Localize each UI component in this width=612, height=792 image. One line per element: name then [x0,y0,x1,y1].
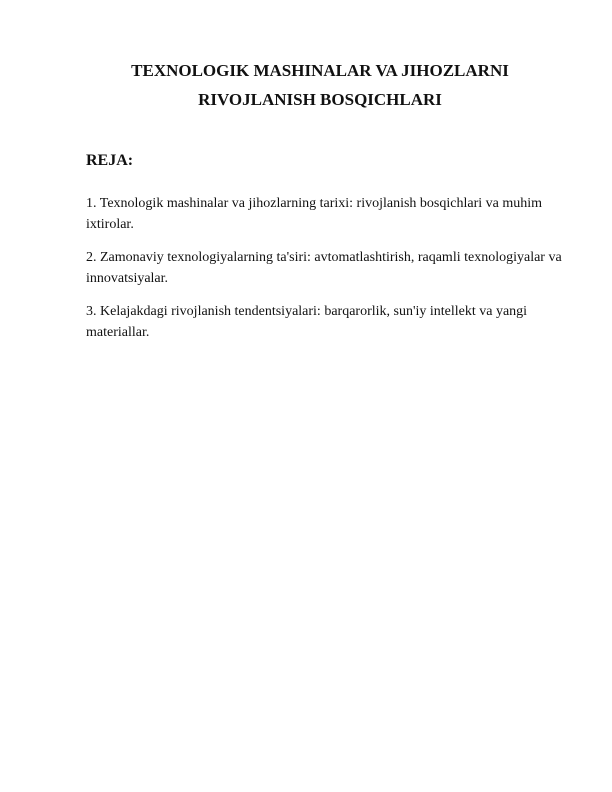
document-title-line-1: TEXNOLOGIK MASHINALAR VA JIHOZLARNI [131,61,509,80]
plan-item-2: 2. Zamonaviy texnologiyalarning ta'siri: avtomatlashtirish, raqamli texnologiyalar va innovatsiyalar. [86,250,562,286]
plan-list [86,193,566,355]
document-title [100,56,540,114]
document-title-line-2: RIVOJLANISH BOSQICHLARI [198,90,442,109]
plan-heading: REJA: [86,152,134,169]
plan-item-1: 1. Texnologik mashinalar va jihozlarning tarixi: rivojlanish bosqichlari va muhim ixtirolar. [86,196,543,232]
plan-item-3: 3. Kelajakdagi rivojlanish tendentsiyalari: barqarorlik, sun'iy intellekt va yangi materiallar. [86,304,528,340]
